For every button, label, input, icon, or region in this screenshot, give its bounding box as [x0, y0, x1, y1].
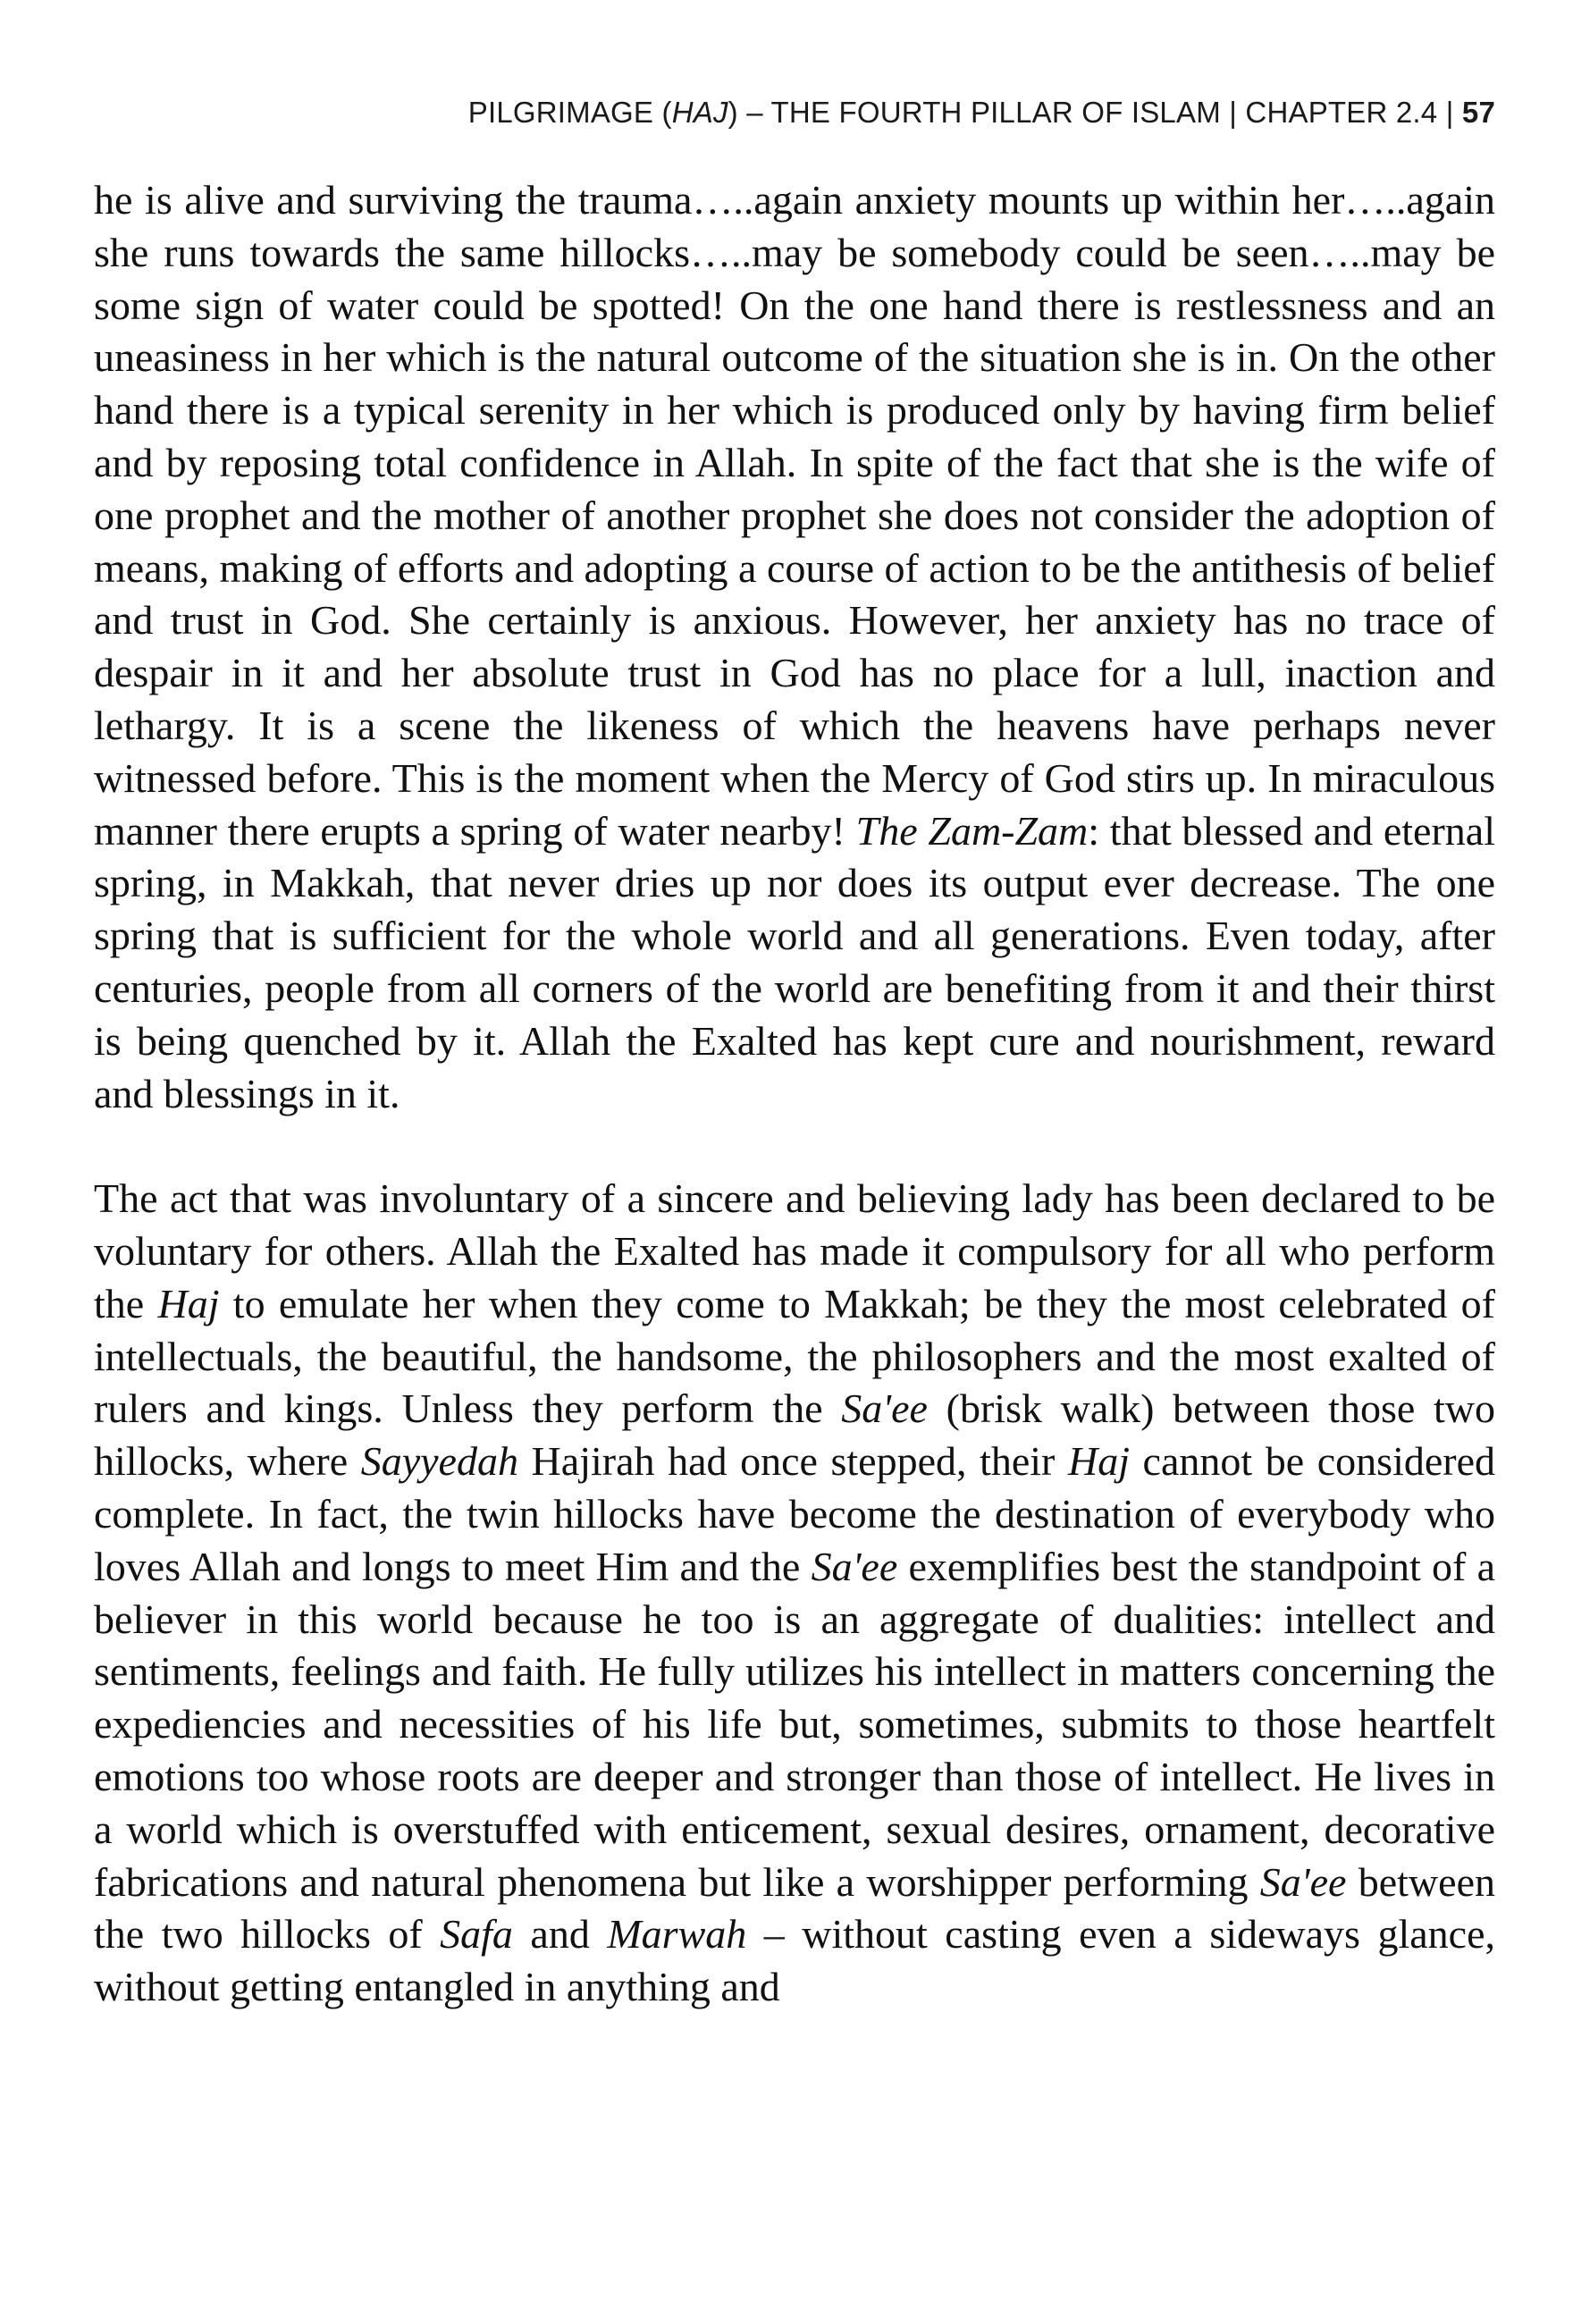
text-run: to emulate her when they come to Makkah; be they the most celebrated of intellectuals, the beautiful, the handsome, the philosophers and the most exalted of rulers and kings. Unless they perform the [94, 1280, 1495, 1432]
italic-term: Sa'ee [1259, 1858, 1347, 1905]
header-separator: | [1229, 96, 1238, 129]
text-run: – without casting even a sideways glance, without getting entangled in anything and [94, 1911, 1495, 2010]
header-chapter: CHAPTER 2.4 [1245, 96, 1438, 129]
italic-term: Marwah [607, 1911, 747, 1958]
italic-term: Safa [440, 1911, 513, 1958]
text-run: cannot be considered complete. In fact, the twin hillocks have become the destination of everybody who loves Allah and longs to meet Him and the [94, 1438, 1495, 1589]
paragraph [94, 1173, 1495, 2014]
text-run: (brisk walk) between those two hillocks, where [94, 1385, 1495, 1485]
italic-term: Sa'ee [841, 1385, 928, 1432]
italic-term: Haj [157, 1280, 220, 1326]
text-run: he is alive and surviving the trauma…..again anxiety mounts up within her…..again she runs towards the same hillocks…..may be somebody could be seen…..may be some sign of water could be spotted! On the one hand there is restlessness and an uneasiness in her which is the natural outcome of the situation she is in. On the other hand there is a typical serenity in her which is produced only by having firm belief and by reposing total confidence in Allah. In spite of the fact that she is the wife of one prophet and the mother of another prophet she does not consider the adoption of means, making of efforts and adopting a course of action to be the antithesis of belief and trust in God. She certainly is anxious. However, her anxiety has no trace of despair in it and her absolute trust in God has no place for a lull, inaction and lethargy. It is a scene the likeness of which the heavens have perhaps never witnessed before. This is the moment when the Mercy of God stirs up. In miraculous manner there erupts a spring of water nearby! [94, 177, 1495, 854]
paragraph [94, 174, 1495, 1120]
italic-term: Sayyedah [360, 1438, 518, 1485]
italic-term: Haj [1067, 1438, 1130, 1485]
text-run: and [512, 1911, 608, 1958]
text-run: between the two hillocks of [94, 1858, 1495, 1958]
text-run: exemplifies best the standpoint of a believer in this world because he too is an aggregate of dualities: intellect and sentiments, feelings and faith. He fully utilizes his intellect in matters concerning the expediencies and necessities of his life but, sometimes, submits to those heartfelt emotions too whose roots are deeper and stronger than those of intellect. He lives in a world which is overstuffed with enticement, sexual desires, ornament, decorative fabrications and natural phenomena but like a worshipper performing [94, 1543, 1495, 1905]
header-title-before: PILGRIMAGE ( [467, 96, 672, 129]
header-separator: | [1445, 96, 1454, 129]
text-run: Hajirah had once stepped, their [517, 1438, 1068, 1485]
header-title-italic: HAJ [671, 96, 728, 129]
text-run: : that blessed and eternal spring, in Makkah, that never dries up nor does its output ever decrease. The one spring that is sufficient for the whole world and all generations. Even today, after centuries, people from all corners of the world are benefiting from it and their thirst is being quenched by it. Allah the Exalted has kept cure and nourishment, reward and blessings in it. [94, 807, 1495, 1116]
italic-term: The Zam-Zam [855, 807, 1089, 854]
page-number: 57 [1461, 96, 1495, 129]
text-run: The act that was involuntary of a sincere and believing lady has been declared to be voluntary for others. Allah the Exalted has made it compulsory for all who perform the [94, 1175, 1495, 1326]
body-text [94, 174, 1495, 2014]
header-title-after: ) – THE FOURTH PILLAR OF ISLAM [728, 96, 1221, 129]
running-header [94, 95, 1495, 131]
italic-term: Sa'ee [811, 1543, 898, 1589]
